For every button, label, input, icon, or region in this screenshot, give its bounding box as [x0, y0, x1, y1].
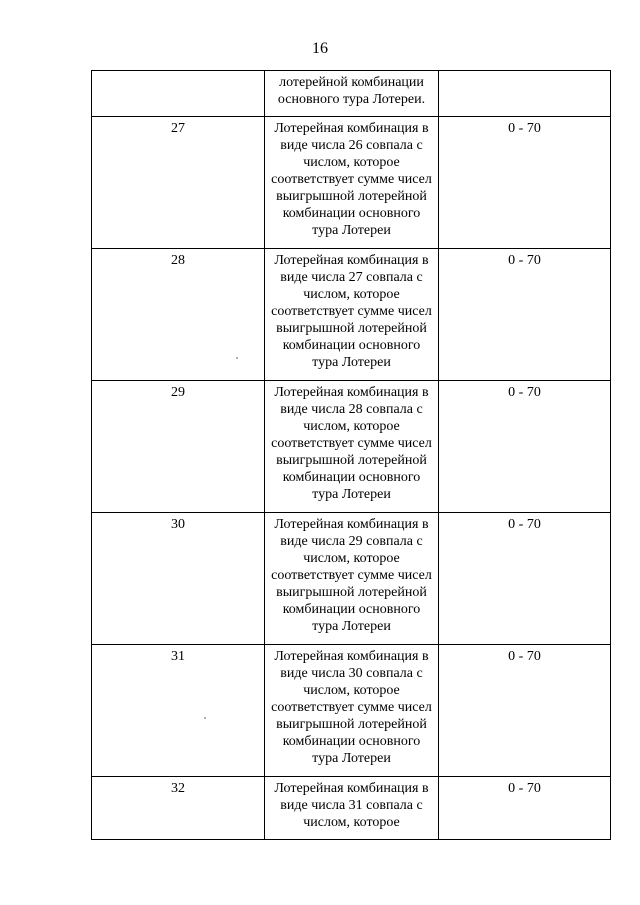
table-cell-range: 0 - 70 [439, 249, 611, 381]
table-cell-description: Лотерейная комбинация в виде числа 29 совпала с числом, которое соответствует сумме чисел выигрышной лотерейной комбинации основного тура Лотереи [265, 513, 439, 645]
table-cell-range [439, 71, 611, 117]
table-row-continued [92, 71, 611, 117]
table-row [92, 381, 611, 513]
table-cell-range: 0 - 70 [439, 777, 611, 840]
table-cell-number: 31 [92, 645, 265, 777]
table-row [92, 777, 611, 840]
page-number: 16 [312, 40, 328, 57]
table-row [92, 249, 611, 381]
table-cell-number: 27 [92, 117, 265, 249]
table-cell-number [92, 71, 265, 117]
table-row [92, 513, 611, 645]
table-cell-description: лотерейной комбинации основного тура Лотереи. [265, 71, 439, 117]
scan-speck [236, 357, 238, 359]
table-cell-number: 30 [92, 513, 265, 645]
table-cell-range: 0 - 70 [439, 381, 611, 513]
table-row [92, 117, 611, 249]
table-cell-description: Лотерейная комбинация в виде числа 28 совпала с числом, которое соответствует сумме чисел выигрышной лотерейной комбинации основного тура Лотереи [265, 381, 439, 513]
table-cell-range: 0 - 70 [439, 513, 611, 645]
table-cell-number: 32 [92, 777, 265, 840]
table-row [92, 645, 611, 777]
lottery-combination-table [91, 70, 611, 840]
table-cell-number: 29 [92, 381, 265, 513]
table-cell-number: 28 [92, 249, 265, 381]
table-cell-description: Лотерейная комбинация в виде числа 31 совпала с числом, которое [265, 777, 439, 840]
table-cell-range: 0 - 70 [439, 645, 611, 777]
table-cell-description: Лотерейная комбинация в виде числа 27 совпала с числом, которое соответствует сумме чисел выигрышной лотерейной комбинации основного тура Лотереи [265, 249, 439, 381]
table-cell-description: Лотерейная комбинация в виде числа 30 совпала с числом, которое соответствует сумме чисел выигрышной лотерейной комбинации основного тура Лотереи [265, 645, 439, 777]
table-cell-range: 0 - 70 [439, 117, 611, 249]
scan-speck [204, 717, 206, 719]
table-cell-description: Лотерейная комбинация в виде числа 26 совпала с числом, которое соответствует сумме чисел выигрышной лотерейной комбинации основного тура Лотереи [265, 117, 439, 249]
